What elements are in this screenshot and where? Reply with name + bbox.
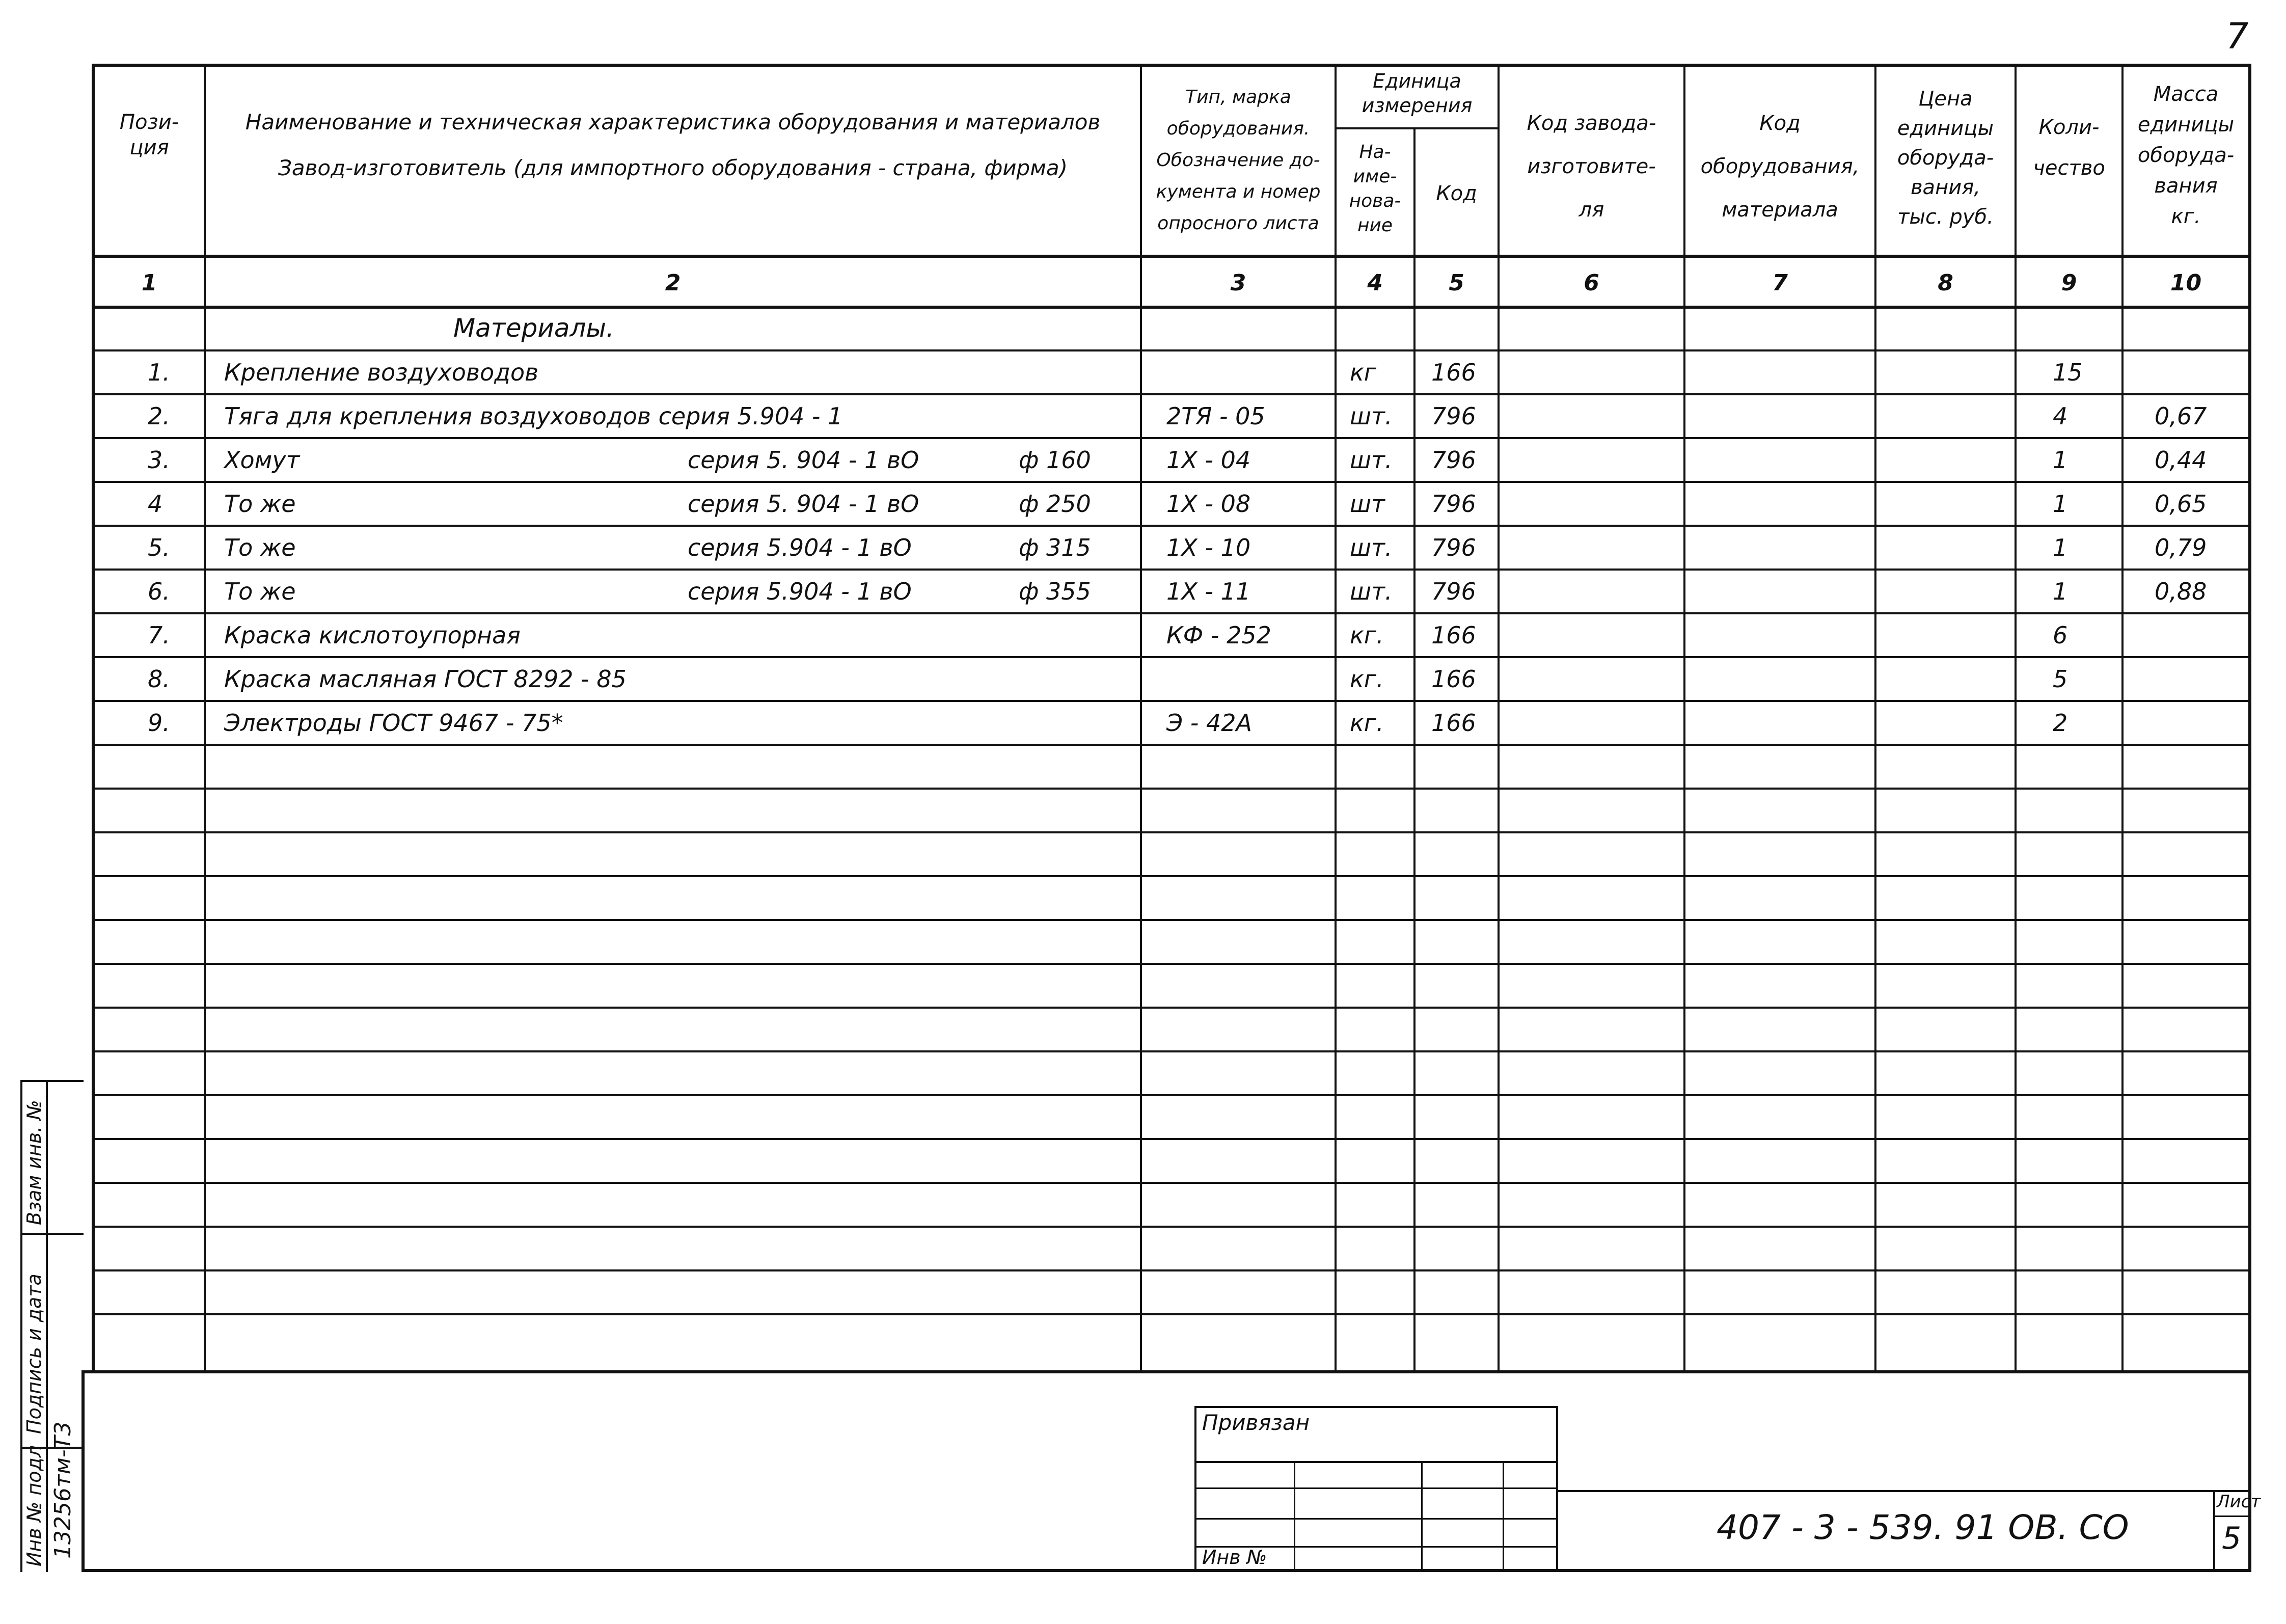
cell-mass: 0,88 bbox=[2155, 578, 2207, 605]
cell-name: Хомут bbox=[224, 446, 300, 474]
cell-unit: кг. bbox=[1350, 621, 1384, 649]
cell-dia: ф 160 bbox=[1019, 446, 1091, 474]
cell-code: 166 bbox=[1431, 665, 1476, 693]
cell-name: То же bbox=[224, 534, 296, 561]
col-num-3: 3 bbox=[1230, 270, 1246, 296]
cell-qty: 4 bbox=[2053, 402, 2068, 430]
side-podpis: Подпись и дата bbox=[23, 1274, 45, 1434]
cell-pos: 1. bbox=[148, 359, 170, 386]
col-num-4: 4 bbox=[1367, 270, 1383, 296]
cell-pos: 7. bbox=[148, 621, 170, 649]
cell-pos: 3. bbox=[148, 446, 170, 474]
header-unit-code: Код bbox=[1436, 182, 1477, 205]
cell-type: 1Х - 10 bbox=[1166, 534, 1251, 561]
cell-qty: 5 bbox=[2053, 665, 2068, 693]
col-num-9: 9 bbox=[2061, 270, 2077, 296]
cell-code: 166 bbox=[1431, 709, 1476, 737]
cell-qty: 1 bbox=[2053, 490, 2068, 518]
cell-code: 796 bbox=[1431, 534, 1476, 561]
cell-qty: 1 bbox=[2053, 578, 2068, 605]
cell-pos: 9. bbox=[148, 709, 170, 737]
cell-pos: 2. bbox=[148, 402, 170, 430]
cell-code: 796 bbox=[1431, 578, 1476, 605]
cell-series: серия 5.904 - 1 вО bbox=[688, 534, 912, 561]
col-num-5: 5 bbox=[1449, 270, 1464, 296]
cell-mass: 0,67 bbox=[2155, 402, 2207, 430]
stamp-sheet-number: 5 bbox=[2222, 1521, 2242, 1556]
cell-qty: 1 bbox=[2053, 534, 2068, 561]
cell-code: 796 bbox=[1431, 446, 1476, 474]
side-inv-value: 13256тм-Т3 bbox=[50, 1421, 76, 1559]
cell-name: Краска кислотоупорная bbox=[224, 621, 521, 649]
cell-name: То же bbox=[224, 578, 296, 605]
header-price: Цена единицы оборуда- вания, тыс. руб. bbox=[1897, 87, 1994, 229]
cell-name: Краска масляная ГОСТ 8292 - 85 bbox=[224, 665, 627, 693]
col-num-10: 10 bbox=[2170, 270, 2202, 296]
cell-unit: шт. bbox=[1350, 402, 1393, 430]
cell-name: То же bbox=[224, 490, 296, 518]
col-num-8: 8 bbox=[1938, 270, 1953, 296]
header-type: Тип, марка оборудования. Обозначение до- кумента и номер опросного листа bbox=[1156, 87, 1321, 234]
col-num-6: 6 bbox=[1584, 270, 1599, 296]
header-qty: Коли- чество bbox=[2033, 116, 2105, 180]
cell-type: 2ТЯ - 05 bbox=[1166, 402, 1265, 430]
cell-unit: кг bbox=[1350, 359, 1376, 386]
header-factory-code: Код завода- изготовите- ля bbox=[1527, 112, 1656, 222]
cell-type: 1Х - 11 bbox=[1166, 578, 1251, 605]
cell-series: серия 5. 904 - 1 вО bbox=[688, 490, 919, 518]
cell-qty: 6 bbox=[2053, 621, 2068, 649]
cell-mass: 0,79 bbox=[2155, 534, 2207, 561]
header-position: Пози- ция bbox=[119, 111, 179, 159]
cell-pos: 6. bbox=[148, 578, 170, 605]
cell-pos: 4 bbox=[148, 490, 163, 518]
header-equip-code: Код оборудования, материала bbox=[1700, 112, 1860, 222]
cell-unit: шт. bbox=[1350, 578, 1393, 605]
cell-dia: ф 250 bbox=[1019, 490, 1091, 518]
side-vzam: Взам инв. № bbox=[23, 1100, 45, 1225]
side-inv-podl: Инв № подл bbox=[23, 1445, 45, 1566]
section-title: Материалы. bbox=[453, 313, 614, 343]
cell-type: 1Х - 08 bbox=[1166, 490, 1251, 518]
cell-dia: ф 315 bbox=[1019, 534, 1091, 561]
cell-unit: шт. bbox=[1350, 534, 1393, 561]
cell-unit: шт bbox=[1350, 490, 1385, 518]
header-name-line2: Завод-изготовитель (для импортного оборудования - страна, фирма) bbox=[278, 155, 1068, 180]
col-num-2: 2 bbox=[665, 270, 681, 296]
cell-mass: 0,44 bbox=[2155, 446, 2207, 474]
cell-qty: 15 bbox=[2053, 359, 2083, 386]
stamp-sheet-label: Лист bbox=[2217, 1492, 2261, 1512]
cell-code: 166 bbox=[1431, 359, 1476, 386]
cell-series: серия 5. 904 - 1 вО bbox=[688, 446, 919, 474]
cell-unit: кг. bbox=[1350, 709, 1384, 737]
cell-type: КФ - 252 bbox=[1166, 621, 1271, 649]
cell-code: 166 bbox=[1431, 621, 1476, 649]
cell-name: Крепление воздуховодов bbox=[224, 359, 539, 386]
cell-code: 796 bbox=[1431, 490, 1476, 518]
cell-series: серия 5.904 - 1 вО bbox=[688, 578, 912, 605]
cell-name: Электроды ГОСТ 9467 - 75* bbox=[224, 709, 563, 737]
stamp-inv-no: Инв № bbox=[1202, 1546, 1267, 1568]
col-num-7: 7 bbox=[1772, 270, 1788, 296]
cell-pos: 5. bbox=[148, 534, 170, 561]
cell-pos: 8. bbox=[148, 665, 170, 693]
cell-name: Тяга для крепления воздуховодов серия 5.904 - 1 bbox=[224, 402, 843, 430]
cell-type: 1Х - 04 bbox=[1166, 446, 1251, 474]
page-number: 7 bbox=[2226, 15, 2249, 57]
stamp-doc-code: 407 - 3 - 539. 91 ОВ. СО bbox=[1717, 1508, 2129, 1547]
cell-unit: кг. bbox=[1350, 665, 1384, 693]
header-unit-name: На- име- нова- ние bbox=[1349, 142, 1401, 236]
cell-type: Э - 42А bbox=[1166, 709, 1252, 737]
cell-code: 796 bbox=[1431, 402, 1476, 430]
cell-qty: 2 bbox=[2053, 709, 2068, 737]
cell-qty: 1 bbox=[2053, 446, 2068, 474]
header-name-line1: Наименование и техническая характеристика оборудования и материалов bbox=[245, 110, 1101, 134]
cell-dia: ф 355 bbox=[1019, 578, 1091, 605]
header-mass: Масса единицы оборуда- вания кг. bbox=[2137, 83, 2235, 228]
stamp-privyazan: Привязан bbox=[1202, 1410, 1310, 1435]
col-num-1: 1 bbox=[141, 270, 157, 296]
cell-mass: 0,65 bbox=[2155, 490, 2207, 518]
cell-unit: шт. bbox=[1350, 446, 1393, 474]
header-unit-group: Единица измерения bbox=[1362, 70, 1473, 117]
